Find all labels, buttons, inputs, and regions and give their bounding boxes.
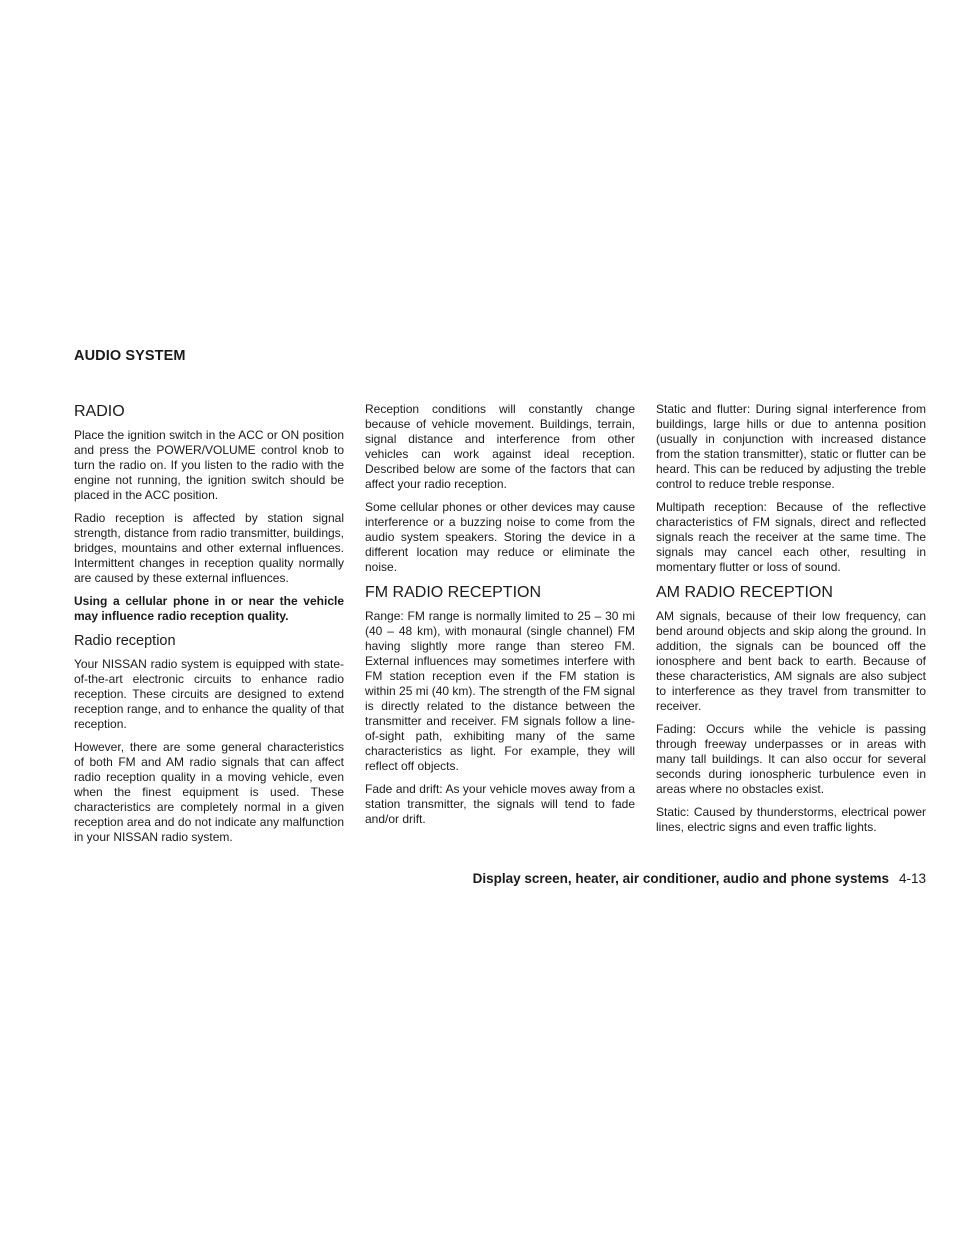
paragraph-cellular-devices: Some cellular phones or other devices may cause interference or a buzzing noise to come from the audio system speakers. Storing the device in a different location may reduce or eliminate the noise. xyxy=(365,500,635,574)
heading-radio-reception: Radio reception xyxy=(74,633,176,649)
footer-section-name: Display screen, heater, air conditioner, audio and phone systems xyxy=(472,871,889,886)
column-left xyxy=(74,402,344,853)
paragraph-radio-influences: Radio reception is affected by station signal strength, distance from radio transmitter, buildings, bridges, mountains and other external influences. Intermittent changes in reception quality normally are caused by these external influences. xyxy=(74,511,344,585)
page-footer xyxy=(473,871,926,886)
paragraph-fading: Fading: Occurs while the vehicle is passing through freeway underpasses or in areas with many tall buildings. It can also occur for several seconds during ionospheric turbulence even in areas where no obstacles exist. xyxy=(656,722,926,796)
paragraph-radio-power: Place the ignition switch in the ACC or ON position and press the POWER/VOLUME control knob to turn the radio on. If you listen to the radio with the engine not running, the ignition switch should be placed in the ACC position. xyxy=(74,428,344,502)
column-right xyxy=(656,402,926,843)
heading-am-reception: AM RADIO RECEPTION xyxy=(656,584,833,601)
paragraph-multipath: Multipath reception: Because of the reflective characteristics of FM signals, direct and reflected signals reach the receiver at the same time. The signals may cancel each other, resulting in momentary flutter or loss of sound. xyxy=(656,500,926,574)
paragraph-am-signals: AM signals, because of their low frequency, can bend around objects and skip along the ground. In addition, the signals can be bounced off the ionosphere and bent back to earth. Because of these characteristics, AM signals are also subject to interference as they travel from transmitter to receiver. xyxy=(656,609,926,713)
paragraph-radio-system: Your NISSAN radio system is equipped with state-of-the-art electronic circuits to enhance radio reception. These circuits are designed to extend reception range, and to enhance the quality of that reception. xyxy=(74,657,344,731)
paragraph-cellular-warning: Using a cellular phone in or near the vehicle may influence radio reception quality. xyxy=(74,594,344,623)
paragraph-reception-conditions: Reception conditions will constantly change because of vehicle movement. Buildings, terrain, signal distance and interference from other vehicles can work against ideal reception. Described below are some of the factors that can affect your radio reception. xyxy=(365,402,635,491)
paragraph-static: Static: Caused by thunderstorms, electrical power lines, electric signs and even traffic lights. xyxy=(656,805,926,834)
page-number: 4-13 xyxy=(898,871,926,886)
section-title: AUDIO SYSTEM xyxy=(74,348,186,364)
heading-fm-reception: FM RADIO RECEPTION xyxy=(365,584,542,601)
paragraph-fm-range: Range: FM range is normally limited to 25 – 30 mi (40 – 48 km), with monaural (single channel) FM having slightly more range than stereo FM. External influences may sometimes interfere with FM station reception even if the FM station is within 25 mi (40 km). The strength of the FM signal is directly related to the distance between the transmitter and receiver. FM signals follow a line-of-sight path, exhibiting many of the same characteristics as light. For example, they will reflect off objects. xyxy=(365,609,635,773)
heading-radio: RADIO xyxy=(74,403,125,420)
paragraph-static-flutter: Static and flutter: During signal interference from buildings, large hills or due to antenna position (usually in conjunction with increased distance from the station transmitter), static or flutter can be heard. This can be reduced by adjusting the treble control to reduce treble response. xyxy=(656,402,926,491)
paragraph-fade-drift: Fade and drift: As your vehicle moves away from a station transmitter, the signals will tend to fade and/or drift. xyxy=(365,782,635,826)
paragraph-signal-characteristics: However, there are some general characteristics of both FM and AM radio signals that can affect radio reception quality in a moving vehicle, even when the finest equipment is used. These characteristics are completely normal in a given reception area and do not indicate any malfunction in your NISSAN radio system. xyxy=(74,740,344,844)
column-middle xyxy=(365,402,635,835)
